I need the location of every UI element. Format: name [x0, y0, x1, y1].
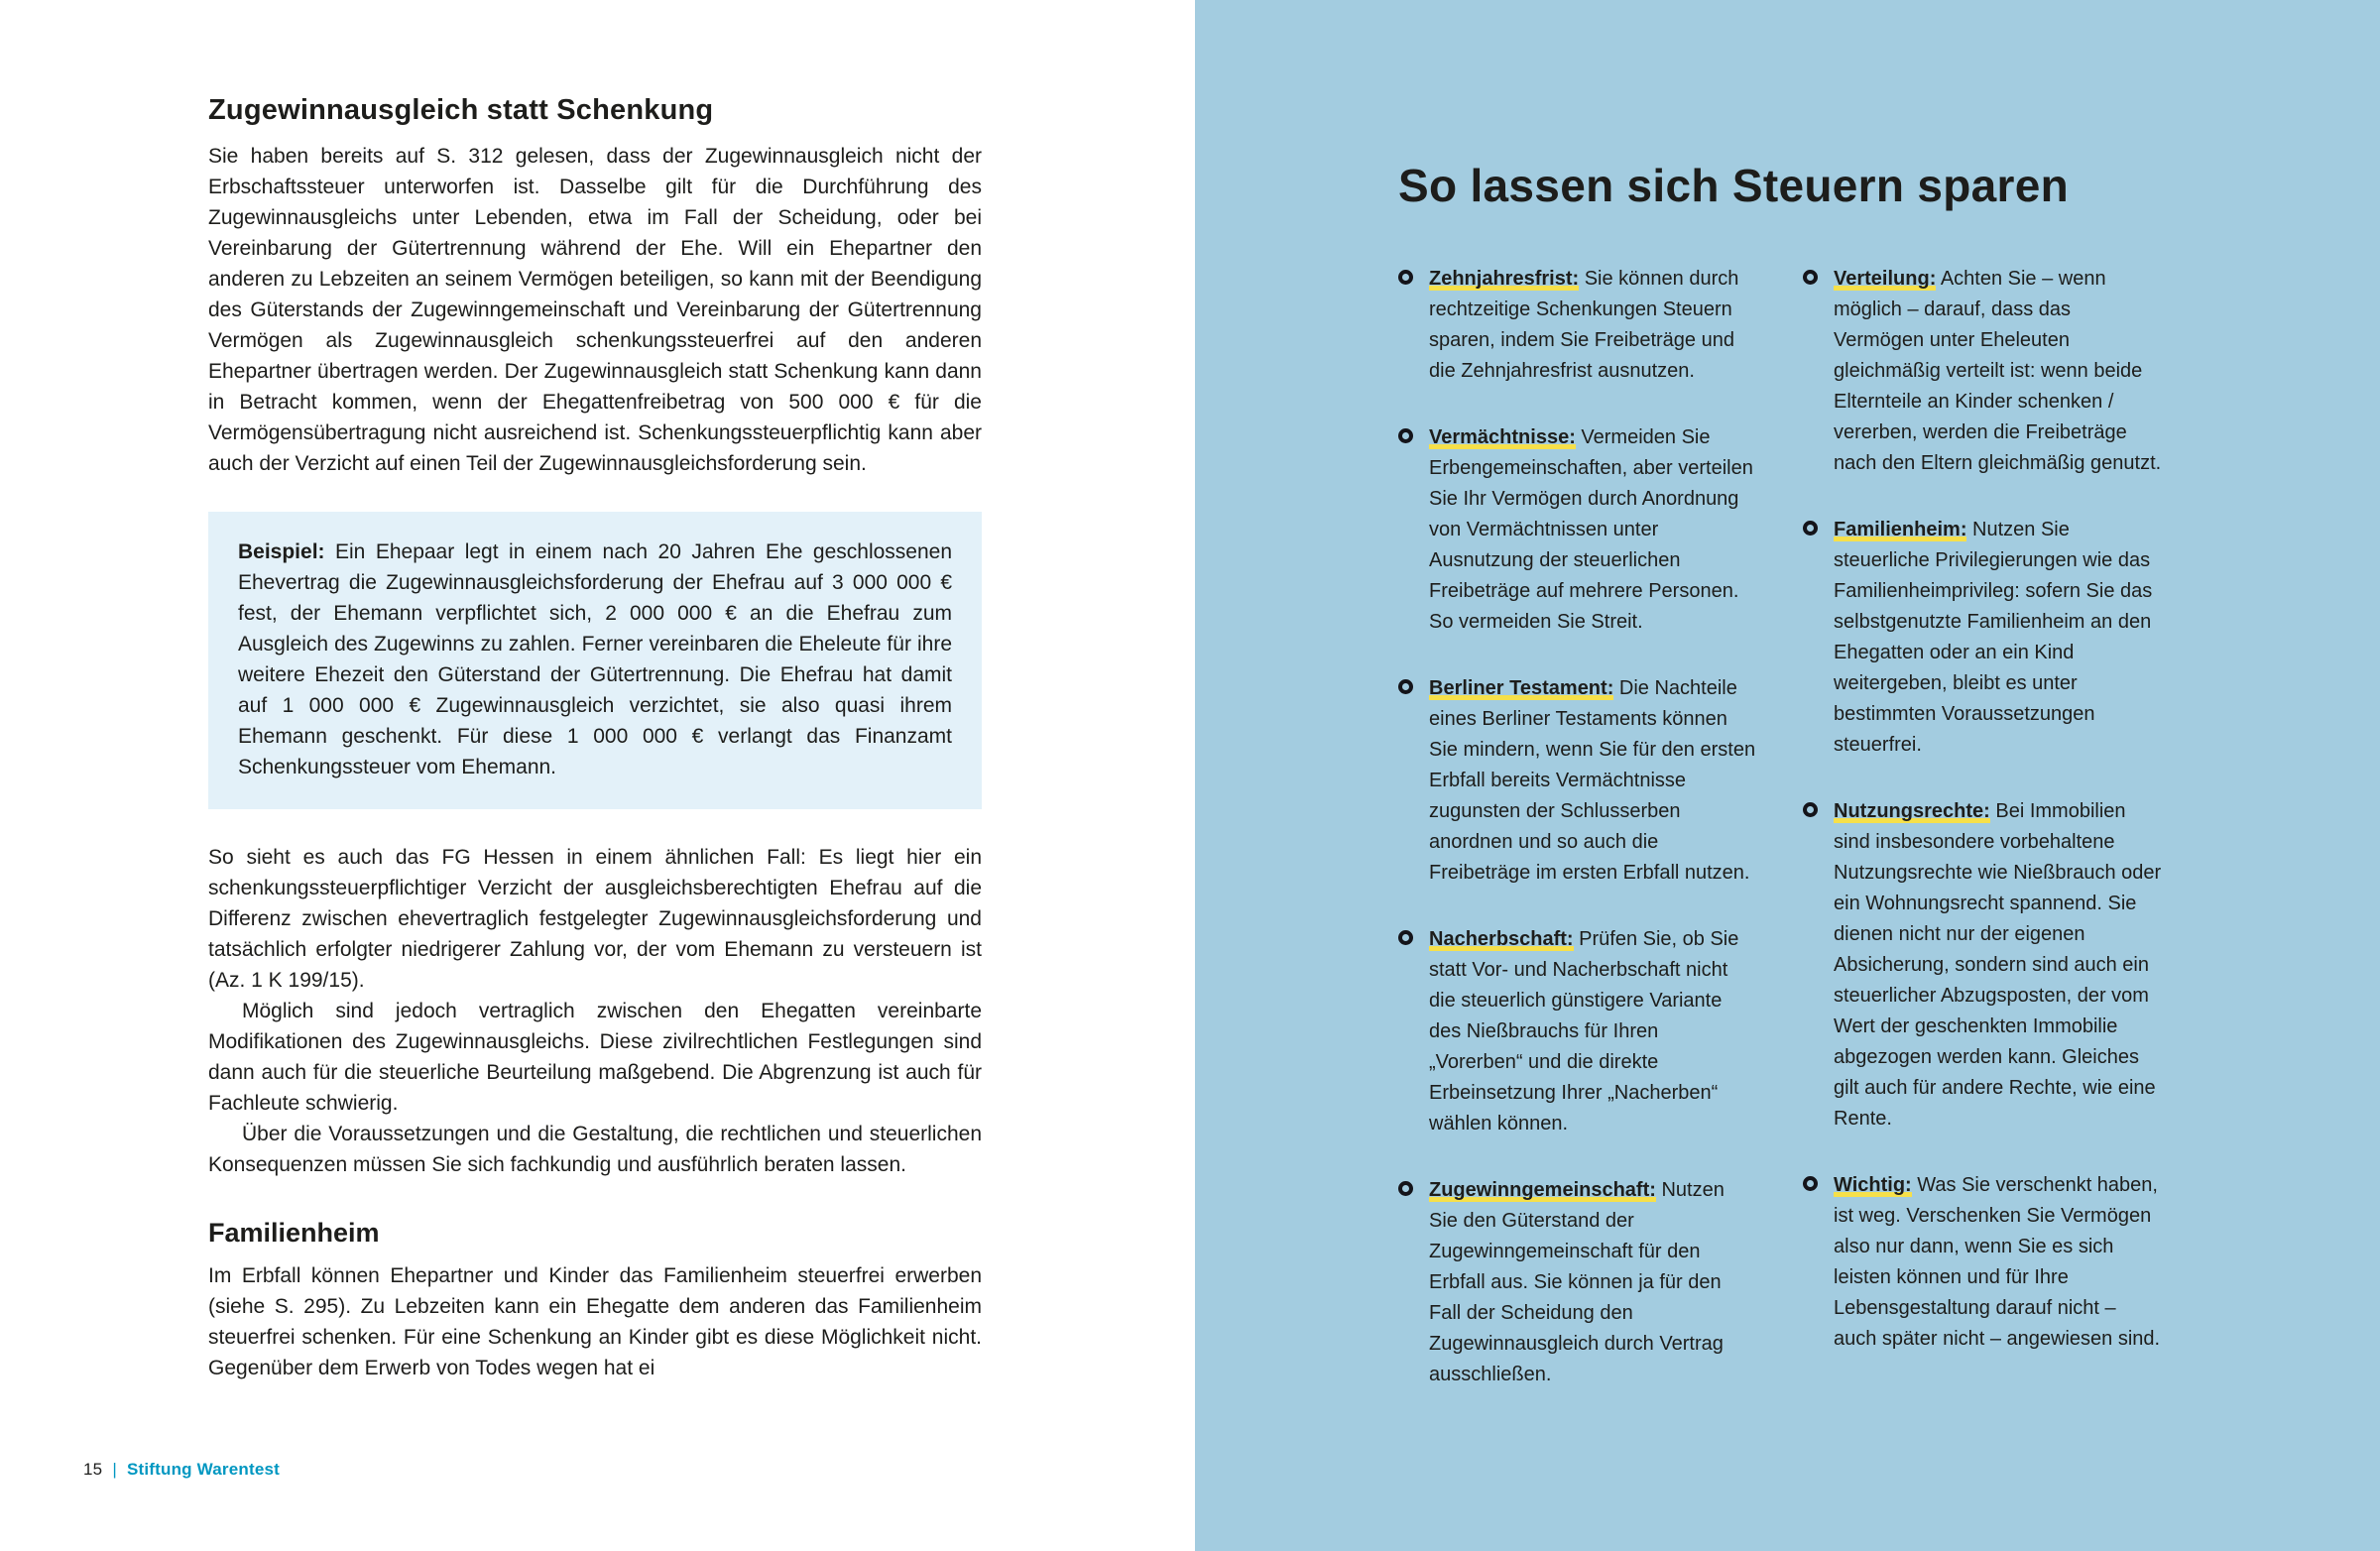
paragraph-familienheim: Im Erbfall können Ehepartner und Kinder das Familienheim steuerfrei erwerben (siehe S. 295). Zu Lebzeiten kann ein Ehegatte dem anderen das Familienheim steuerfrei schenken. Für eine Schenkung an Kinder gibt es diese Möglichkeit nicht. Gegenüber dem Erwerb von Todes wegen hat ei: [208, 1264, 982, 1379]
tip-body: Sie können durch rechtzeitige Schenkungen Steuern sparen, indem Sie Freibeträge und die Zehnjahresfrist ausnutzen.: [1429, 268, 1739, 382]
paragraph-fg-hessen: So sieht es auch das FG Hessen in einem ähnlichen Fall: Es liegt hier ein schenkungssteuerpflichtiger Verzicht der ausgleichsberechtigten Ehefrau auf die Differenz zwischen ehevertraglich festgelegter Zugewinnausgleichsforderung und tatsächlich erfolgter niedrigerer Zahlung vor, der vom Ehemann zu versteuern ist (Az. 1 K 199/15).: [208, 846, 982, 992]
tip-lead: Familienheim:: [1834, 519, 1967, 540]
circle-bullet-icon: [1398, 679, 1413, 694]
tip-lead: Zugewinngemeinschaft:: [1429, 1179, 1656, 1201]
tip-body: Was Sie verschenkt haben, ist weg. Verschenken Sie Vermögen also nur dann, wenn Sie es sich leisten können und für Ihre Lebensgestaltung darauf nicht – auch später nicht – angewiesen sind.: [1834, 1174, 2161, 1350]
tip-body: Die Nachteile eines Berliner Testaments können Sie mindern, wenn Sie für den ersten Erbfall bereits Vermächtnisse zugunsten der Schlusserben anordnen und so auch die Freibeträge im ersten Erbfall nutzen.: [1429, 677, 1756, 884]
tips-column-2: [1803, 264, 2162, 1426]
tip-lead: Vermächtnisse:: [1429, 426, 1576, 448]
example-text: Ein Ehepaar legt in einem nach 20 Jahren Ehe geschlossenen Ehevertrag die Zugewinnausgleichsforderung der Ehefrau auf 3 000 000 € fest, der Ehemann verpflichtet sich, 2 000 000 € an die Ehefrau zum Ausgleich des Zugewinns zu zahlen. Ferner vereinbaren die Eheleute für ihre weitere Ehezeit den Güterstand der Gütertrennung. Die Ehefrau hat damit auf 1 000 000 € Zugewinnausgleich verzichtet, sie also quasi ihrem Ehemann geschenkt. Für diese 1 000 000 € verlangt das Finanzamt Schenkungssteuer vom Ehemann.: [238, 540, 952, 778]
tip-zugewinngemeinschaft: [1398, 1175, 1757, 1390]
tip-lead: Verteilung:: [1834, 268, 1937, 290]
circle-bullet-icon: [1803, 270, 1818, 285]
section-heading-familienheim: Familienheim: [208, 1218, 380, 1248]
tip-lead: Berliner Testament:: [1429, 677, 1614, 699]
tip-familienheim: [1803, 515, 2162, 761]
example-paragraph: [238, 537, 952, 782]
paragraph-modifikationen: Möglich sind jedoch vertraglich zwischen den Ehegatten vereinbarte Modifikationen des Zugewinnausgleichs. Diese zivilrechtlichen Festlegungen sind dann auch für die steuerliche Beurteilung maßgebend. Die Abgrenzung ist auch für Fachleute schwierig.: [208, 1000, 982, 1115]
tip-body: Achten Sie – wenn möglich – darauf, dass das Vermögen unter Eheleuten gleichmäßig verteilt ist: wenn beide Elternteile an Kinder schenken / vererben, werden die Freibeträge nach den Eltern gleichmäßig genutzt.: [1834, 268, 2162, 474]
circle-bullet-icon: [1803, 1176, 1818, 1191]
tip-vermaechtnisse: [1398, 422, 1757, 638]
publisher-name: Stiftung Warentest: [126, 1460, 281, 1479]
tip-body: Bei Immobilien sind insbesondere vorbehaltene Nutzungsrechte wie Nießbrauch oder ein Wohnungsrecht spannend. Sie dienen nicht nur der eigenen Absicherung, sondern sind auch ein steuerlicher Abzugsposten, der vom Wert der geschenkten Immobilie abgezogen werden kann. Gleiches gilt auch für andere Rechte, wie eine Rente.: [1834, 800, 2162, 1130]
tip-lead: Wichtig:: [1834, 1174, 1912, 1196]
section-heading-zugewinnausgleich: Zugewinnausgleich statt Schenkung: [208, 94, 714, 126]
footer-separator: |: [112, 1460, 117, 1479]
tips-columns: [1398, 264, 2380, 1426]
circle-bullet-icon: [1398, 428, 1413, 443]
example-lead: Beispiel:: [238, 540, 325, 563]
tip-verteilung: [1803, 264, 2162, 479]
tips-heading: So lassen sich Steuern sparen: [1398, 160, 2069, 211]
tips-column-1: [1398, 264, 1757, 1426]
example-box: [208, 512, 982, 809]
tip-body: Vermeiden Sie Erbengemeinschaften, aber verteilen Sie Ihr Vermögen durch Anordnung von Vermächtnissen unter Ausnutzung der steuerlichen Freibeträge auf mehrere Personen. So vermeiden Sie Streit.: [1429, 426, 1753, 633]
page-number: 15: [83, 1460, 103, 1479]
paragraph-beratung: Über die Voraussetzungen und die Gestaltung, die rechtlichen und steuerlichen Konsequenzen müssen Sie sich fachkundig und ausführlich beraten lassen.: [208, 1123, 982, 1176]
tip-wichtig: [1803, 1170, 2162, 1355]
circle-bullet-icon: [1803, 521, 1818, 536]
circle-bullet-icon: [1398, 270, 1413, 285]
circle-bullet-icon: [1803, 802, 1818, 817]
circle-bullet-icon: [1398, 930, 1413, 945]
right-page: [1195, 0, 2380, 1551]
tip-body: Nutzen Sie den Güterstand der Zugewinngemeinschaft für den Erbfall aus. Sie können ja für den Fall der Scheidung den Zugewinnausgleich durch Vertrag ausschließen.: [1429, 1179, 1725, 1385]
tip-lead: Nacherbschaft:: [1429, 928, 1574, 950]
tip-nutzungsrechte: [1803, 796, 2162, 1134]
tip-nacherbschaft: [1398, 924, 1757, 1139]
tip-zehnjahresfrist: [1398, 264, 1757, 387]
tip-lead: Nutzungsrechte:: [1834, 800, 1990, 822]
tip-lead: Zehnjahresfrist:: [1429, 268, 1580, 290]
circle-bullet-icon: [1398, 1181, 1413, 1196]
tip-body: Prüfen Sie, ob Sie statt Vor- und Nacherbschaft nicht die steuerlich günstigere Variante des Nießbrauchs für Ihren „Vorerben“ und die direkte Erbeinsetzung Ihrer „Nacherben“ wählen können.: [1429, 928, 1739, 1134]
paragraph-intro: Sie haben bereits auf S. 312 gelesen, dass der Zugewinnausgleich nicht der Erbschaftssteuer unterworfen ist. Dasselbe gilt für die Durchführung des Zugewinnausgleichs unter Lebenden, etwa im Fall der Scheidung, oder bei Vereinbarung der Gütertrennung während der Ehe. Will ein Ehepartner den anderen zu Lebzeiten an seinem Vermögen beteiligen, so kann mit der Beendigung des Güterstands der Zugewinngemeinschaft und Vereinbarung der Gütertrennung Vermögen als Zugewinnausgleich schenkungssteuerfrei auf den anderen Ehepartner übertragen werden. Der Zugewinnausgleich statt Schenkung kann dann in Betracht kommen, wenn der Ehegattenfreibetrag von 500 000 € für die Vermögensübertragung nicht ausreichend ist. Schenkungssteuerpflichtig kann aber auch der Verzicht auf einen Teil der Zugewinnausgleichsforderung sein.: [208, 145, 982, 475]
tip-body: Nutzen Sie steuerliche Privilegierungen wie das Familienheimprivileg: sofern Sie das selbstgenutzte Familienheim an den Ehegatten oder an ein Kind weitergeben, bleibt es unter bestimmten Voraussetzungen steuerfrei.: [1834, 519, 2153, 756]
tip-berliner-testament: [1398, 673, 1757, 889]
page-footer: [83, 1460, 280, 1480]
